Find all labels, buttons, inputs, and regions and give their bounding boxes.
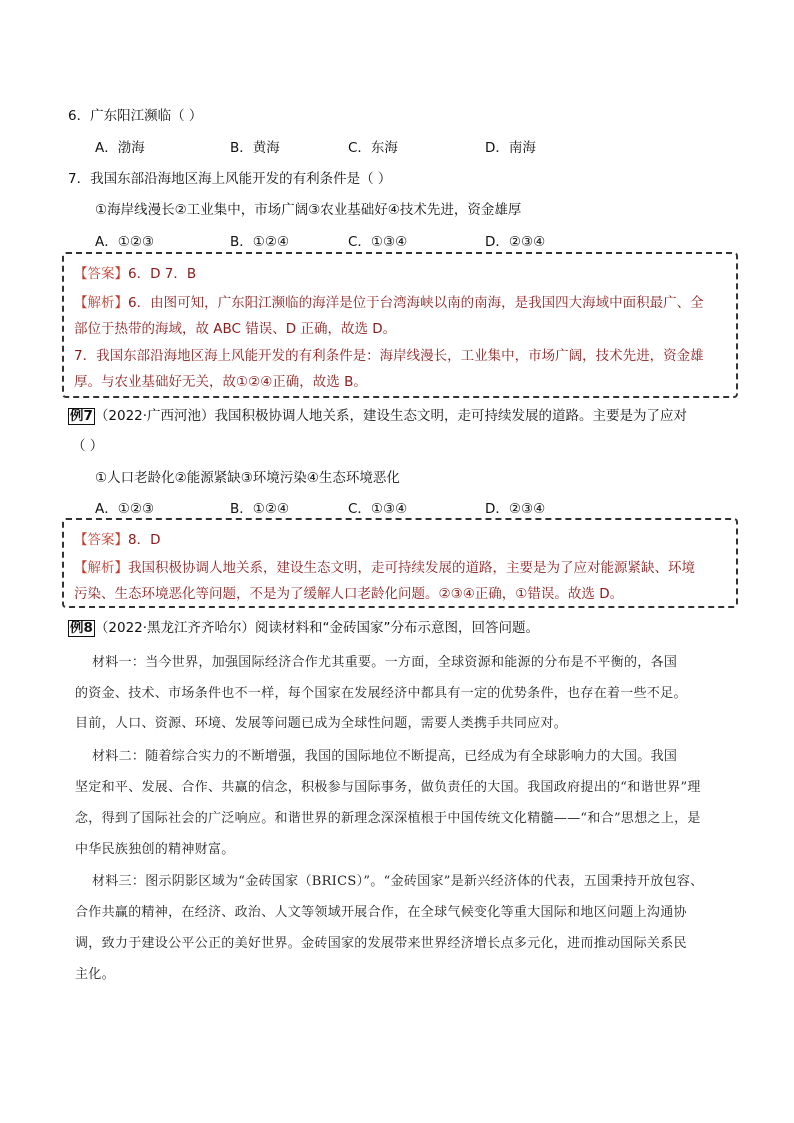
answer-tag: 【答案】 [74, 532, 128, 548]
analysis-line-2: 污染、生态环境恶化等问题，不是为了缓解人口老龄化问题。②③④正确，①错误。故选 D。 [74, 586, 624, 602]
answer-line [74, 262, 196, 282]
analysis-line-1 [74, 291, 704, 311]
answer-tag: 【答案】 [74, 266, 128, 282]
material-3-line-2: 合作共赢的精神，在经济、政治、人文等领域开展合作，在全球气候变化等重大国际和地区问题上沟通协 [75, 905, 687, 920]
material-3-line-4: 主化。 [75, 967, 115, 982]
option-d: D．②③④ [485, 501, 546, 517]
example-7-conditions: ①人口老龄化②能源紧缺③环境污染④生态环境恶化 [95, 470, 400, 486]
example-7-label: 例7 [70, 408, 93, 424]
analysis-tag: 【解析】 [74, 560, 128, 576]
option-a: A．①②③ [95, 234, 155, 250]
answer-text: 8．D [128, 532, 161, 548]
material-2-line-1: 材料二：随着综合实力的不断增强，我国的国际地位不断提高，已经成为有全球影响力的大国。我国 [92, 749, 678, 764]
example-7-stem-text: （2022·广西河池）我国积极协调人地关系，建设生态文明，走可持续发展的道路。主要是为了应对 [94, 408, 688, 424]
material-1-line-2: 的资金、技术、市场条件也不一样，每个国家在发展经济中都具有一定的优势条件，也存在着一些不足。 [75, 686, 687, 701]
answer-box-1 [62, 252, 738, 398]
material-3-line-1: 材料三：图示阴影区域为“金砖国家（BRICS）”。“金砖国家”是新兴经济体的代表，五国秉持开放包容、 [92, 874, 704, 889]
example-7-stem-line-1 [68, 404, 687, 425]
analysis-line-3: 7．我国东部沿海地区海上风能开发的有利条件是：海岸线漫长，工业集中，市场广阔，技术先进，资金雄 [74, 348, 704, 364]
option-a: A．①②③ [95, 501, 155, 517]
material-3-line-3: 调，致力于建设公平公正的美好世界。金砖国家的发展带来世界经济增长点多元化，进而推动国际关系民 [75, 936, 687, 951]
option-c: C．东海 [348, 140, 398, 156]
material-2-line-3: 念，得到了国际社会的广泛响应。和谐世界的新理念深深植根于中国传统文化精髓——“和合”思想之上，是 [75, 811, 701, 826]
option-b: B．黄海 [230, 140, 280, 156]
material-1-line-1: 材料一：当今世界，加强国际经济合作尤其重要。一方面，全球资源和能源的分布是不平衡的，各国 [92, 655, 678, 670]
analysis-line-2: 部位于热带的海域，故 ABC 错误、D 正确，故选 D。 [74, 321, 397, 337]
material-2-line-2: 坚定和平、发展、合作、共赢的信念，积极参与国际事务，做负责任的大国。我国政府提出的“和谐世界”理 [75, 780, 701, 795]
option-d: D．南海 [485, 140, 536, 156]
example-7-stem-line-2: （ ） [72, 438, 104, 454]
option-b: B．①②④ [230, 234, 290, 250]
analysis-text: 6．由图可知，广东阳江濒临的海洋是位于台湾海峡以南的南海，是我国四大海域中面积最广、全 [128, 295, 704, 311]
option-c: C．①③④ [348, 234, 408, 250]
example-8-label: 例8 [70, 620, 93, 636]
example-8-stem [68, 616, 539, 637]
option-d: D．②③④ [485, 234, 546, 250]
material-2-line-4: 中华民族独创的精神财富。 [75, 842, 235, 857]
question-7-stem: 7．我国东部沿海地区海上风能开发的有利条件是（ ） [68, 171, 392, 187]
option-c: C．①③④ [348, 501, 408, 517]
material-1-line-3: 目前，人口、资源、环境、发展等问题已成为全球性问题，需要人类携手共同应对。 [75, 716, 568, 731]
question-7-conditions: ①海岸线漫长②工业集中，市场广阔③农业基础好④技术先进，资金雄厚 [95, 202, 522, 218]
analysis-line-1 [74, 556, 695, 576]
option-b: B．①②④ [230, 501, 290, 517]
answer-text: 6．D 7．B [128, 266, 197, 282]
example-8-stem-text: （2022·黑龙江齐齐哈尔）阅读材料和“金砖国家”分布示意图，回答问题。 [94, 620, 540, 636]
analysis-text: 我国积极协调人地关系，建设生态文明，走可持续发展的道路，主要是为了应对能源紧缺、环境 [128, 560, 695, 576]
analysis-line-4: 厚。与农业基础好无关，故①②④正确，故选 B。 [74, 374, 367, 390]
analysis-tag: 【解析】 [74, 295, 128, 311]
option-a: A．渤海 [95, 140, 145, 156]
answer-box-2 [62, 518, 738, 608]
answer-line [74, 528, 160, 548]
question-6-stem: 6．广东阳江濒临（ ） [68, 108, 203, 124]
